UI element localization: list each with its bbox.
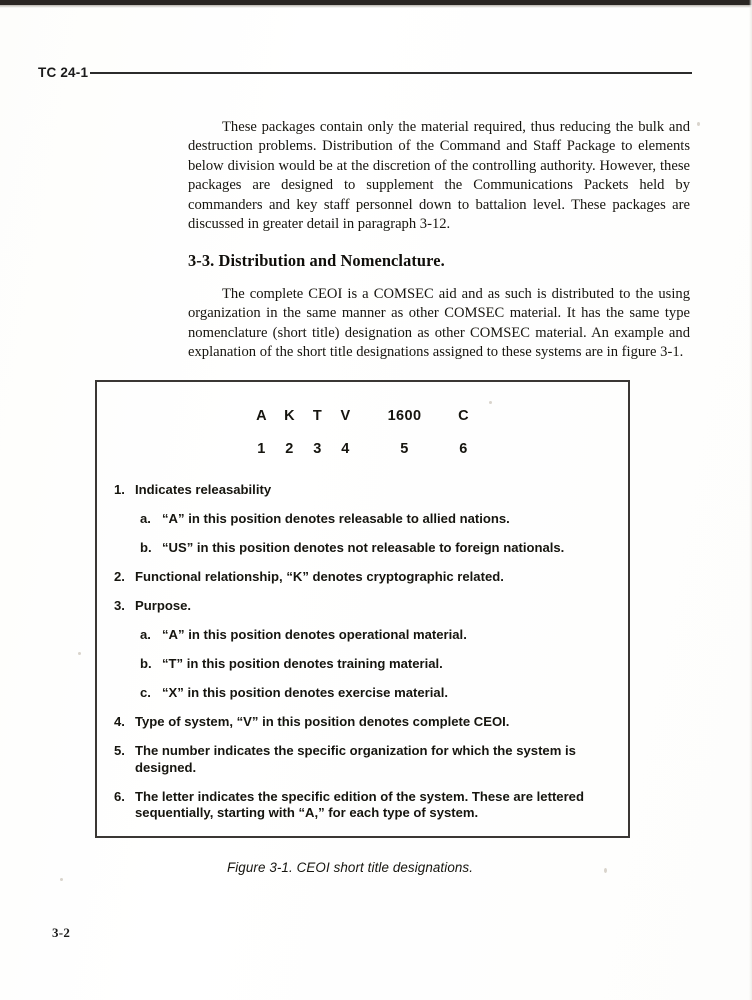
list-item	[114, 540, 619, 557]
list-item	[114, 656, 619, 673]
list-item-marker: 1.	[114, 482, 125, 497]
short-title-letter: T	[312, 408, 323, 424]
list-item-marker: a.	[140, 511, 151, 526]
section-heading-block	[188, 250, 690, 272]
position-index: 5	[400, 441, 409, 457]
list-item-marker: b.	[140, 540, 152, 555]
short-title-letter: V	[340, 408, 351, 424]
figure-legend-list	[114, 482, 619, 834]
scan-edge-top-fade	[0, 5, 752, 8]
short-title-edition: C	[458, 408, 469, 424]
list-item-text: “US” in this position denotes not releasable to foreign nationals.	[162, 540, 565, 555]
short-title-letter: A	[256, 408, 267, 424]
list-item-marker: c.	[140, 685, 151, 700]
list-item-text: “X” in this position denotes exercise material.	[162, 685, 448, 700]
short-title-positions-row	[97, 441, 628, 457]
spacer	[436, 441, 450, 457]
scan-speck	[489, 401, 492, 404]
position-index: 2	[285, 441, 294, 457]
page-number: 3-2	[52, 925, 71, 940]
list-item	[114, 511, 619, 528]
list-item-text: The number indicates the specific organization for which the system is designed.	[135, 743, 576, 775]
list-item-text: Purpose.	[135, 598, 192, 613]
scan-speck	[60, 878, 63, 881]
figure-box	[95, 380, 630, 838]
list-item-marker: 2.	[114, 569, 125, 584]
list-item-text: Functional relationship, “K” denotes cryptographic related.	[135, 569, 504, 584]
position-index: 4	[341, 441, 350, 457]
position-index: 6	[459, 441, 468, 457]
list-item	[114, 598, 619, 615]
position-index: 1	[257, 441, 266, 457]
paragraph-2: The complete CEOI is a COMSEC aid and as such is distributed to the using organization in the same manner as other COMSEC material. It has the same type nomenclature (short title) designation as other COMSEC material. An example and explanation of the short title designations assigned to these systems are in figure 3-1.	[188, 286, 690, 361]
running-header	[38, 62, 692, 82]
list-item-marker: 5.	[114, 743, 125, 758]
list-item	[114, 714, 619, 731]
list-item-marker: a.	[140, 627, 151, 642]
section-heading: 3-3. Distribution and Nomenclature.	[188, 251, 445, 270]
list-item-text: “A” in this position denotes releasable to allied nations.	[162, 511, 510, 526]
list-item-text: The letter indicates the specific edition of the system. These are lettered sequentially, starting with “A,” for each type of system.	[135, 788, 584, 820]
list-item	[114, 482, 619, 499]
list-item	[114, 569, 619, 586]
list-item-marker: b.	[140, 656, 152, 671]
list-item-text: “T” in this position denotes training material.	[162, 656, 443, 671]
list-item	[114, 789, 619, 822]
publication-id: TC 24-1	[38, 64, 89, 80]
figure-caption: Figure 3-1. CEOI short title designations.	[226, 860, 474, 875]
scan-speck	[697, 122, 700, 126]
short-title-number: 1600	[387, 408, 422, 424]
list-item	[114, 627, 619, 644]
paragraph-1-block	[188, 118, 690, 234]
header-rule	[90, 72, 692, 74]
list-item-text: Type of system, “V” in this position denotes complete CEOI.	[135, 714, 510, 729]
short-title-letters-row	[97, 408, 628, 424]
position-index: 3	[313, 441, 322, 457]
spacer	[436, 408, 450, 424]
list-item	[114, 743, 619, 776]
list-item	[114, 685, 619, 702]
scan-speck	[78, 652, 81, 655]
list-item-text: Indicates releasability	[135, 482, 272, 497]
scan-speck	[604, 868, 607, 873]
spacer	[360, 441, 374, 457]
spacer	[360, 408, 374, 424]
list-item-text: “A” in this position denotes operational material.	[162, 627, 467, 642]
paragraph-1: These packages contain only the material required, thus reducing the bulk and destruction problems. Distribution of the Command and Staff Package to elements below division would be at the discretion of the controlling authority. However, these packages are designed to supplement the Communications Packets held by commanders and key staff personnel down to battalion level. These packages are discussed in greater detail in paragraph 3-12.	[188, 119, 690, 233]
short-title-example	[97, 408, 628, 457]
list-item-marker: 6.	[114, 788, 125, 804]
list-item-marker: 3.	[114, 598, 125, 613]
paragraph-2-block	[188, 285, 690, 363]
list-item-marker: 4.	[114, 714, 125, 729]
short-title-letter: K	[284, 408, 295, 424]
